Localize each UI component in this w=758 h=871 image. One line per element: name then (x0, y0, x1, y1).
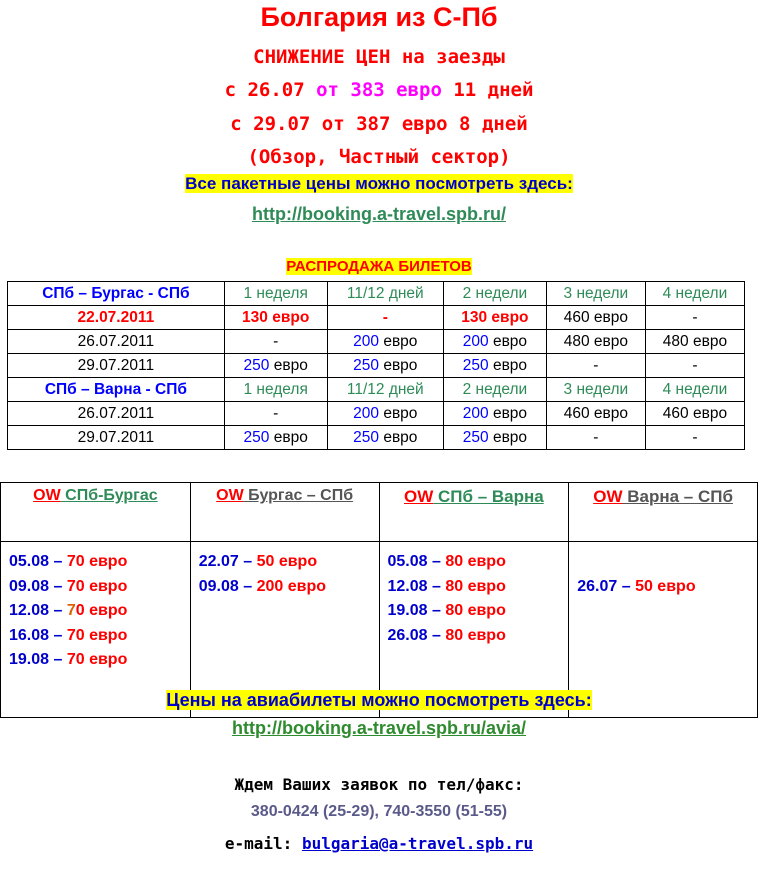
table-row (1, 483, 758, 542)
price-cell: 250 евро (327, 426, 443, 450)
list-item: 05.08 – 70 евро (9, 553, 128, 570)
price-number: 250 (243, 356, 270, 374)
price-cell: - (645, 354, 744, 378)
price-cell: 130 евро (224, 306, 327, 330)
price-cell: - (224, 330, 327, 354)
price-number: 200 (353, 404, 380, 422)
oneway-header (190, 483, 379, 542)
price-number: 250 (243, 428, 270, 446)
price-cell: 480 евро (546, 330, 645, 354)
table-row (8, 354, 745, 378)
duration-header: 1 неделя (224, 282, 327, 306)
list-item: 12.08 – 80 евро (387, 577, 506, 595)
page-title: Болгария из С-Пб (260, 2, 498, 32)
table-row (8, 306, 745, 330)
price-cell: - (645, 426, 744, 450)
avia-text (0, 690, 758, 711)
price-cell: 200 евро (327, 402, 443, 426)
list-item: 09.08 – 200 евро (198, 577, 326, 595)
offer-1-duration: 11 дней (441, 79, 534, 101)
price-cell: - (327, 306, 443, 330)
duration-header: 2 недели (444, 378, 547, 402)
duration-header: 4 недели (645, 282, 744, 306)
price-cell: 460 евро (546, 306, 645, 330)
price-cell: 130 евро (444, 306, 547, 330)
ow-label: OW (593, 487, 623, 506)
email-row (0, 834, 758, 853)
route-cell: СПб – Бургас - СПб (8, 282, 225, 306)
duration-header: 11/12 дней (327, 282, 443, 306)
date-cell: 29.07.2011 (8, 354, 225, 378)
table-row (8, 330, 745, 354)
duration-header: 3 недели (546, 282, 645, 306)
price-cell: 250 евро (327, 354, 443, 378)
packages-text-label: Все пакетные цены можно посмотреть здесь: (185, 174, 573, 193)
price-number: 250 (353, 356, 380, 374)
date-cell: 26.07.2011 (8, 402, 225, 426)
oneway-route: Бургас – СПб (243, 487, 354, 504)
price-cell: - (546, 354, 645, 378)
table-row (8, 426, 745, 450)
ow-label: OW (403, 487, 434, 506)
price-number: 200 (353, 332, 380, 350)
duration-header: 11/12 дней (327, 378, 443, 402)
avia-link-row (0, 718, 758, 739)
price-cell: - (224, 402, 327, 426)
discount-heading: СНИЖЕНИЕ ЦЕН на заезды (253, 46, 505, 68)
packages-text (0, 174, 758, 194)
price-cell: - (645, 306, 744, 330)
date-cell: 29.07.2011 (8, 426, 225, 450)
packages-link-row (0, 204, 758, 225)
avia-link[interactable]: http://booking.a-travel.spb.ru/avia/ (231, 718, 527, 738)
duration-header: 4 недели (645, 378, 744, 402)
price-number: 200 (462, 404, 489, 422)
list-item: 09.08 – 70 евро (9, 577, 128, 595)
ow-label: OW (33, 487, 61, 504)
duration-header: 1 неделя (224, 378, 327, 402)
oneway-table (0, 482, 758, 718)
email-label: e-mail: (224, 834, 302, 853)
table-row (8, 378, 745, 402)
duration-header: 2 недели (444, 282, 547, 306)
sale-title: РАСПРОДАЖА БИЛЕТОВ (286, 258, 472, 275)
oneway-header (379, 483, 569, 542)
oneway-route: СПб-Бургас (60, 487, 158, 504)
list-item: 19.08 – 70 евро (9, 651, 128, 668)
price-cell: 200 евро (327, 330, 443, 354)
list-item: 26.08 – 80 евро (387, 626, 506, 644)
offer-1-date: с 26.07 (224, 79, 317, 101)
sale-table (7, 281, 745, 450)
price-cell: - (546, 426, 645, 450)
route-cell: СПб – Варна - СПб (8, 378, 225, 402)
list-item: 26.07 – 50 евро (577, 578, 696, 595)
oneway-header (569, 483, 758, 542)
date-cell: 22.07.2011 (8, 306, 225, 330)
email-link[interactable]: bulgaria@a-travel.spb.ru (301, 834, 534, 853)
duration-header: 3 недели (546, 378, 645, 402)
price-number: 250 (462, 356, 489, 374)
list-item: 16.08 – 70 евро (9, 626, 128, 644)
list-item: 12.08 – 70 евро (9, 602, 128, 619)
oneway-route: Варна – СПб (622, 487, 733, 506)
price-cell: 200 евро (444, 402, 547, 426)
price-number: 250 (462, 428, 489, 446)
price-cell: 480 евро (645, 330, 744, 354)
offer-line-1 (0, 79, 758, 101)
price-cell: 250 евро (444, 354, 547, 378)
oneway-route: СПб – Варна (433, 487, 544, 506)
offer-line-2: с 29.07 от 387 евро 8 дней (230, 113, 528, 135)
list-item: 22.07 – 50 евро (198, 553, 318, 570)
hotel-types: (Обзор, Частный сектор) (247, 146, 511, 168)
packages-link[interactable]: http://booking.a-travel.spb.ru/ (251, 204, 506, 224)
price-number: 250 (353, 428, 380, 446)
price-cell: 250 евро (224, 354, 327, 378)
offer-1-price: от 383 евро (316, 79, 442, 101)
price-cell: 250 евро (224, 426, 327, 450)
phone-numbers: 380-0424 (25-29), 740-3550 (51-55) (250, 803, 508, 820)
table-row (8, 282, 745, 306)
list-item: 19.08 – 80 евро (387, 602, 506, 619)
price-cell: 250 евро (444, 426, 547, 450)
avia-text-label: Цены на авиабилеты можно посмотреть здесь: (166, 690, 592, 710)
price-cell: 460 евро (546, 402, 645, 426)
contact-heading: Ждем Ваших заявок по тел/факс: (234, 775, 524, 794)
list-item: 05.08 – 80 евро (387, 553, 506, 570)
date-cell: 26.07.2011 (8, 330, 225, 354)
sale-heading (0, 258, 758, 275)
price-number: 200 (462, 332, 489, 350)
oneway-header (1, 483, 191, 542)
price-cell: 460 евро (645, 402, 744, 426)
table-row (8, 402, 745, 426)
ow-label: OW (216, 487, 244, 504)
price-cell: 200 евро (444, 330, 547, 354)
